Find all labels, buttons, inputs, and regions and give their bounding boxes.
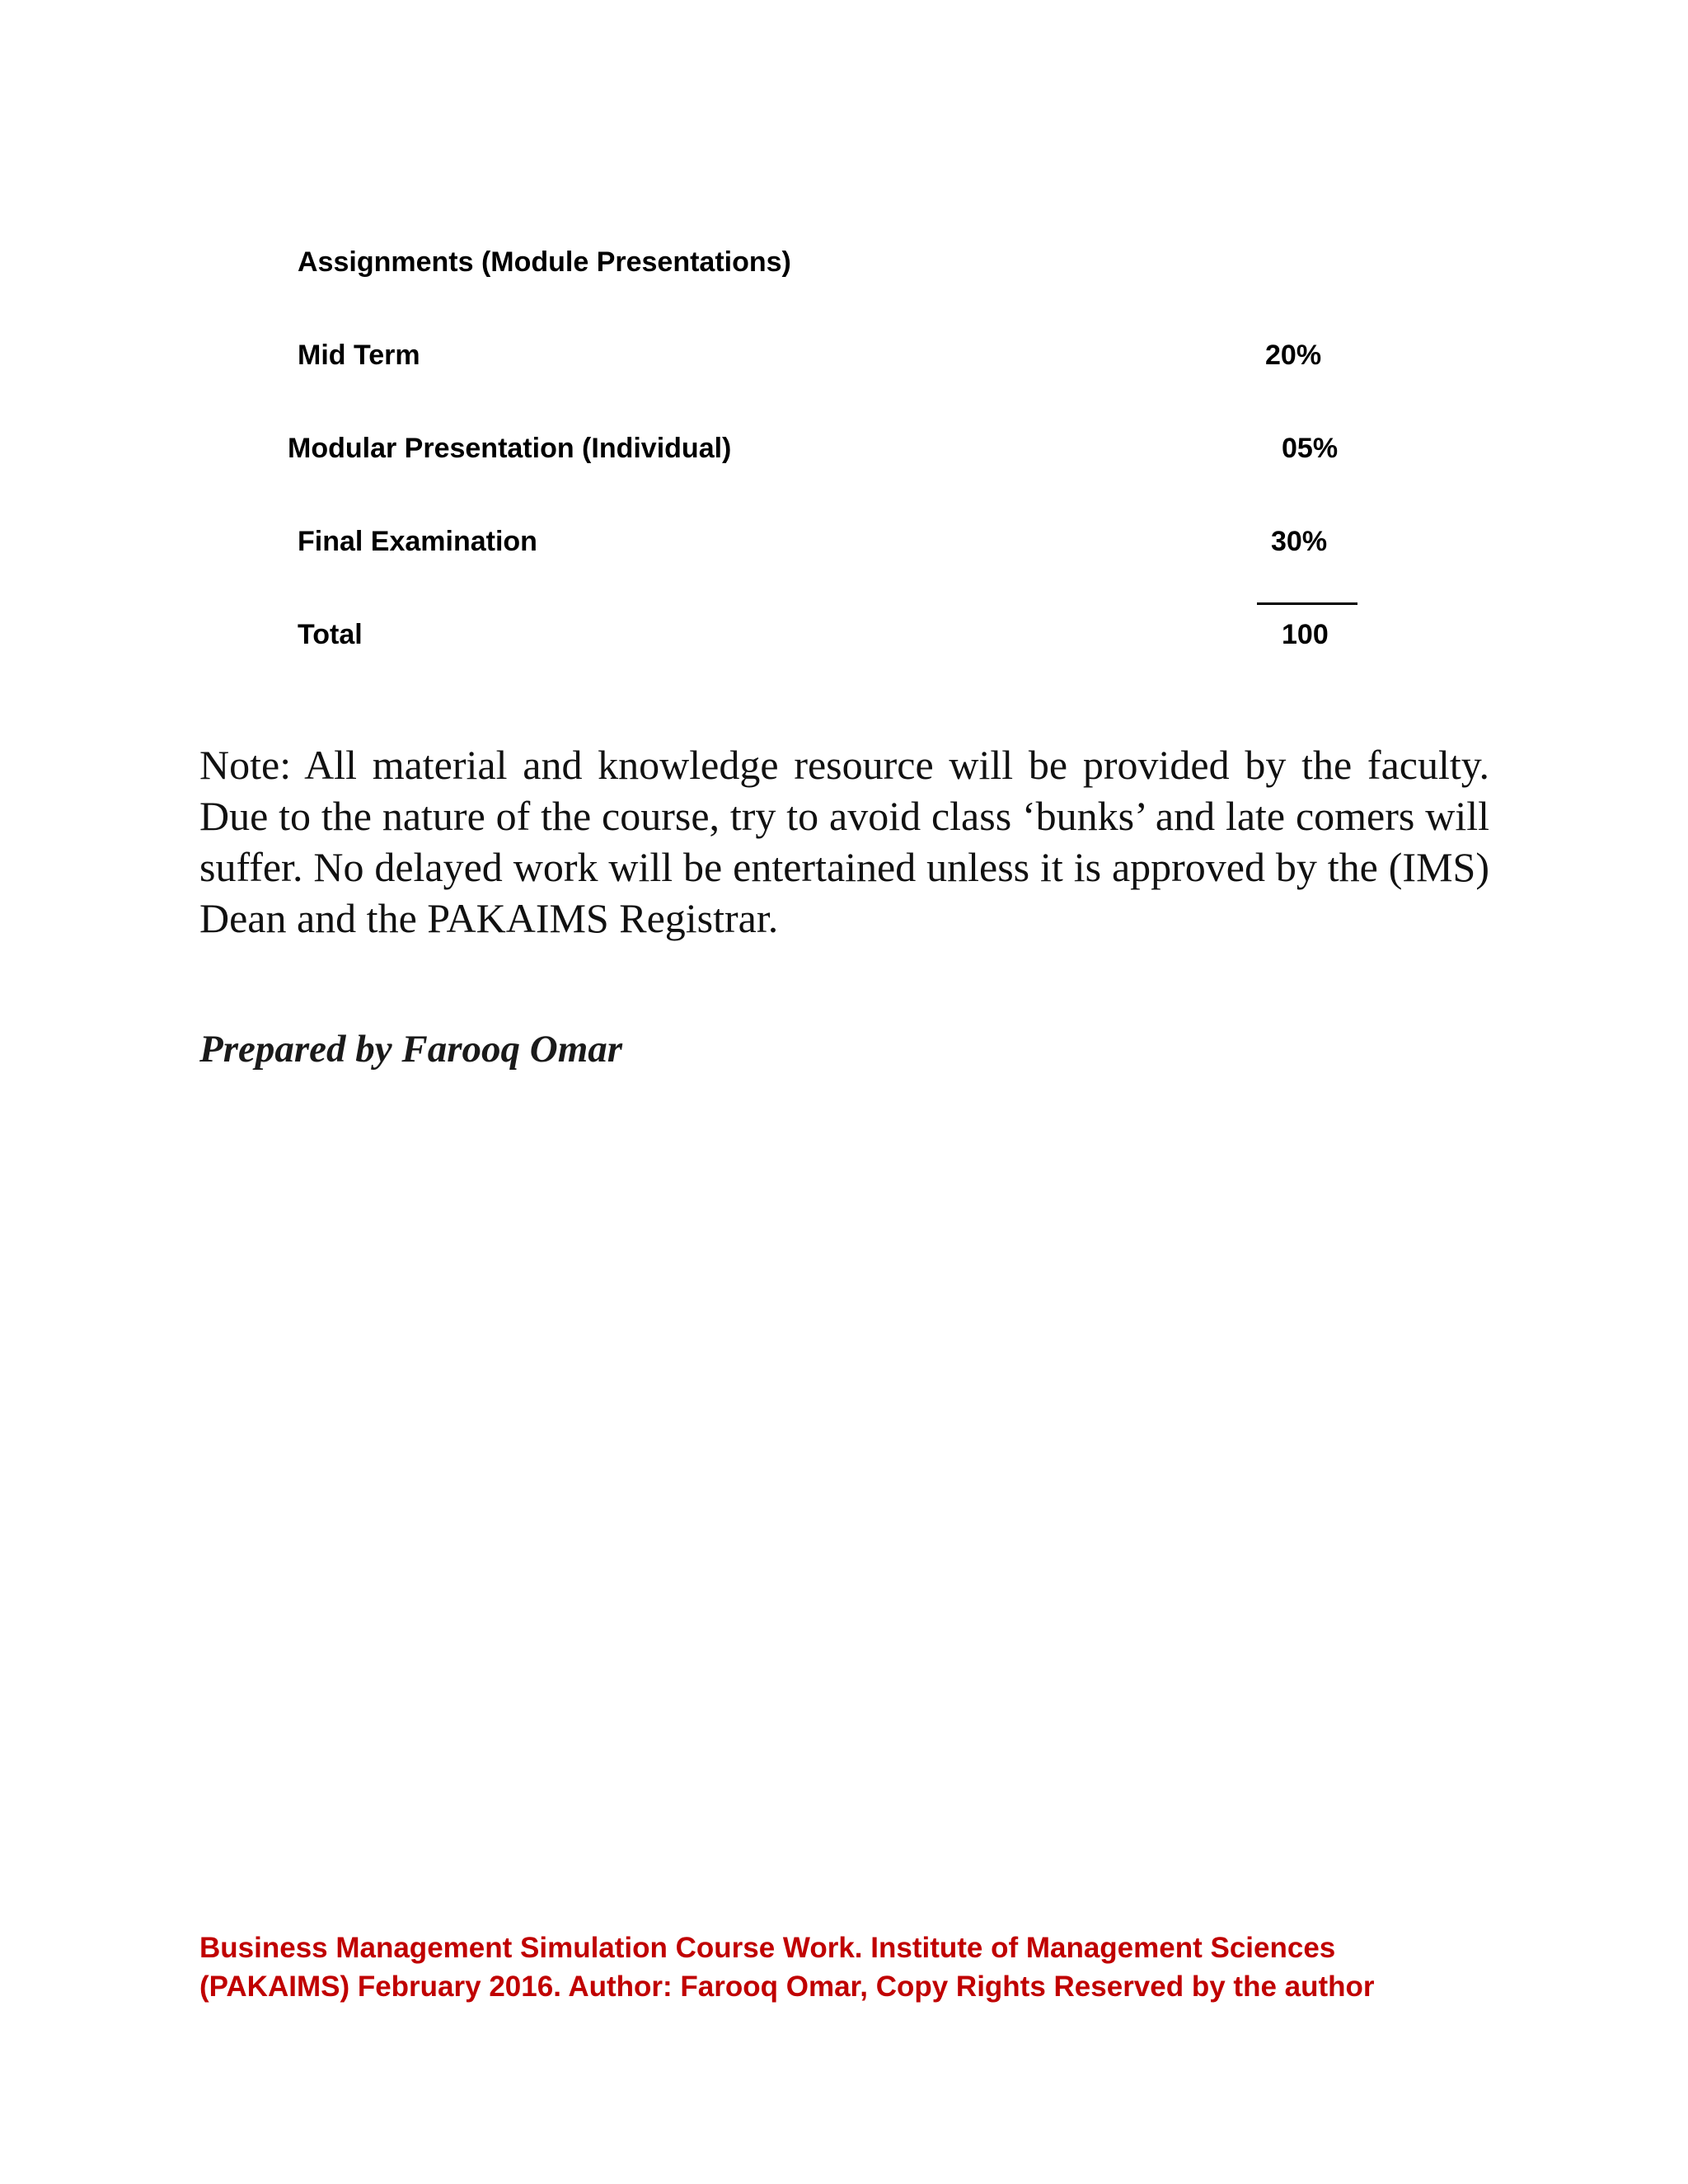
footer-line-2: (PAKAIMS) February 2016. Author: Farooq Omar, Copy Rights Reserved by the author: [199, 1971, 1375, 2003]
grade-label-modular-presentation: Modular Presentation (Individual): [288, 433, 732, 464]
total-underline: [1257, 602, 1357, 605]
footer-line-1: Business Management Simulation Course Work. Institute of Management Sciences: [199, 1932, 1336, 1964]
grade-value-modular-presentation: 05%: [1282, 433, 1339, 464]
grade-value-total: 100: [1282, 619, 1329, 650]
note-paragraph: Note: All material and knowledge resource will be provided by the faculty. Due to the nature of the course, try to avoid class ‘bunks’ and late comers will suffer. No delayed work will be entertained unless it is approved by the (IMS) Dean and the PAKAIMS Registrar.: [199, 742, 1489, 941]
grade-value-mid-term: 20%: [1265, 340, 1322, 371]
grade-label-total: Total: [298, 619, 363, 650]
grade-value-final-examination: 30%: [1271, 526, 1328, 557]
grade-label-assignments: Assignments (Module Presentations): [298, 246, 791, 278]
grade-label-mid-term: Mid Term: [298, 340, 420, 371]
page-footer: [199, 1929, 1485, 2006]
prepared-by: Prepared by Farooq Omar: [199, 1028, 623, 1071]
grade-label-final-examination: Final Examination: [298, 526, 537, 557]
